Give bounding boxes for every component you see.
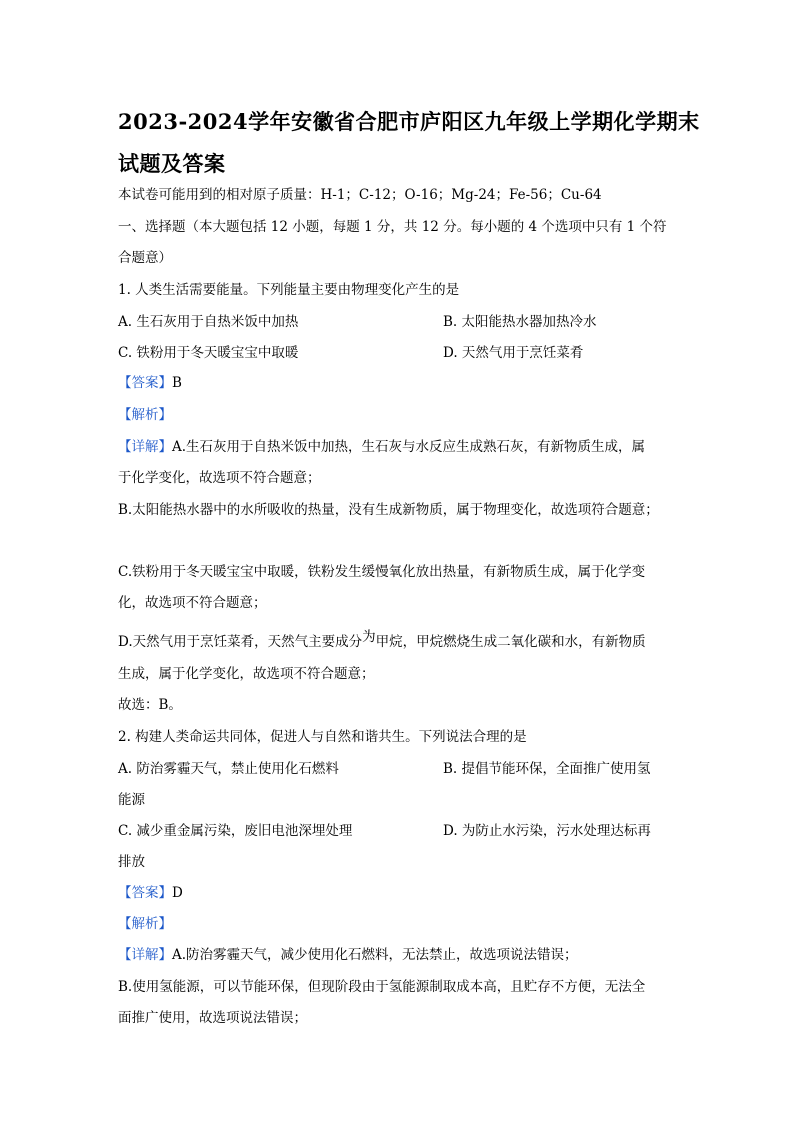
q1-analysis [118,406,172,424]
analysis-tag: 【解析】 [118,916,172,932]
q1-detail-a-line1 [118,438,645,456]
q2-stem: 2. 构建人类命运共同体，促进人与自然和谐共生。下列说法合理的是 [118,729,527,745]
q1-detail-a-text: A.生石灰用于自热米饭中加热，生石灰与水反应生成熟石灰，有新物质生成，属 [172,439,646,455]
q2-option-d-line1: D. 为防止水污染，污水处理达标再 [443,823,651,839]
q1-detail-d-raised: 为 [362,629,376,645]
answer-tag: 【答案】 [118,885,172,901]
q2-detail-b-line2: 面推广使用，故选项说法错误； [118,1010,307,1026]
q1-option-b: B. 太阳能热水器加热冷水 [443,314,597,330]
section1-intro-line1: 一、选择题（本大题包括 12 小题，每题 1 分，共 12 分。每小题的 4 个选项中只有 1 个符 [118,219,667,235]
q2-option-b-line2: 能源 [118,792,145,808]
q2-detail-b-line1: B.使用氢能源，可以节能环保，但现阶段由于氢能源制取成本高，且贮存不方便，无法全 [118,979,646,995]
q1-option-c: C. 铁粉用于冬天暖宝宝中取暖 [118,345,299,361]
q2-option-a: A. 防治雾霾天气，禁止使用化石燃料 [118,761,339,777]
q1-detail-c-line2: 化，故选项不符合题意； [118,595,267,611]
q1-option-a: A. 生石灰用于自热米饭中加热 [118,314,299,330]
atomic-mass-note: 本试卷可能用到的相对原子质量：H-1；C-12；O-16；Mg-24；Fe-56；Cu-64 [118,187,602,203]
doc-title-line2: 试题及答案 [118,151,226,176]
q2-option-b-line1: B. 提倡节能环保，全面推广使用氢 [443,761,651,777]
detail-tag: 【详解】 [118,439,172,455]
q1-detail-d-part1: D.天然气用于烹饪菜肴，天然气主要成分 [118,634,363,650]
q2-option-c: C. 减少重金属污染，废旧电池深埋处理 [118,823,353,839]
q2-analysis [118,915,172,933]
answer-tag: 【答案】 [118,375,172,391]
q2-detail-a-text: A.防治雾霾天气，减少使用化石燃料，无法禁止，故选项说法错误； [172,947,578,963]
doc-title-line1: 2023-2024学年安徽省合肥市庐阳区九年级上学期化学期末 [118,109,700,134]
q1-stem: 1. 人类生活需要能量。下列能量主要由物理变化产生的是 [118,282,460,298]
section1-intro-line2: 合题意） [118,250,172,266]
q1-detail-b: B.太阳能热水器中的水所吸收的热量，没有生成新物质，属于物理变化，故选项符合题意； [118,502,659,518]
q1-conclusion: 故选：B。 [118,697,182,713]
q2-answer-value: D [172,885,183,901]
q1-answer [118,374,182,392]
q2-detail-a [118,946,578,964]
q1-detail-d-part2: 甲烷，甲烷燃烧生成二氧化碳和水，有新物质 [375,634,646,650]
q1-answer-value: B [172,375,182,391]
q1-detail-d-line2: 生成，属于化学变化，故选项不符合题意； [118,666,375,682]
detail-tag: 【详解】 [118,947,172,963]
q2-option-d-line2: 排放 [118,854,145,870]
analysis-tag: 【解析】 [118,407,172,423]
q1-detail-a-line2: 于化学变化，故选项不符合题意； [118,470,321,486]
q1-option-d: D. 天然气用于烹饪菜肴 [443,345,584,361]
q1-detail-c-line1: C.铁粉用于冬天暖宝宝中取暖，铁粉发生缓慢氧化放出热量，有新物质生成，属于化学变 [118,564,646,580]
q1-detail-d-line1 [118,629,646,651]
q2-answer [118,884,183,902]
